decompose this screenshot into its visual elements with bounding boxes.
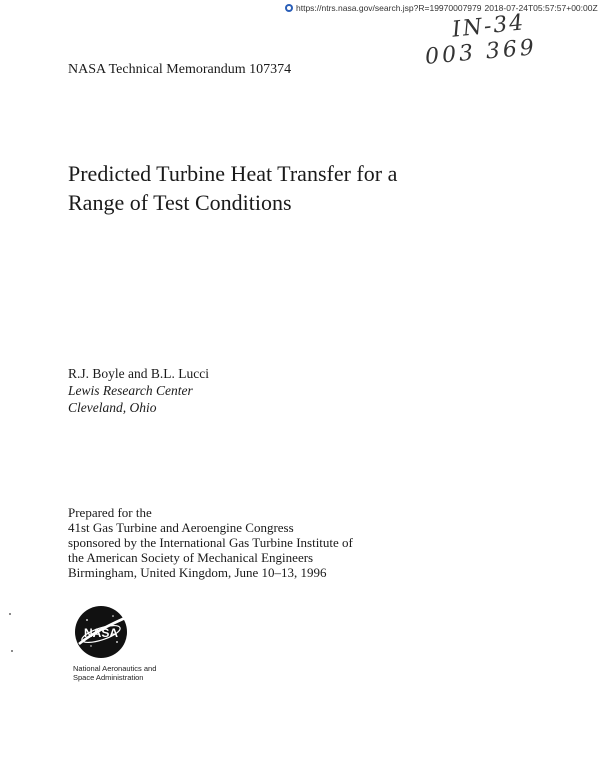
header-stamp <box>285 3 598 13</box>
title-line-1: Predicted Turbine Heat Transfer for a <box>68 161 398 186</box>
handwritten-category: IN-34 <box>450 10 527 43</box>
agency-line-2: Space Administration <box>73 673 144 682</box>
memo-number: NASA Technical Memorandum 107374 <box>68 62 292 77</box>
author-location: Cleveland, Ohio <box>68 400 157 415</box>
nasa-logo-text: NASA <box>83 626 119 640</box>
handwritten-number: 003 369 <box>424 35 538 70</box>
stamp-timestamp: 2018-07-24T05:57:57+00:00Z <box>484 3 598 13</box>
author-block <box>68 365 209 416</box>
author-center: Lewis Research Center <box>68 383 193 398</box>
ntrs-logo-icon <box>285 4 293 12</box>
prepared-line-5: Birmingham, United Kingdom, June 10–13, 1996 <box>68 565 327 580</box>
prepared-line-3: sponsored by the International Gas Turbine Institute of <box>68 535 353 550</box>
prepared-line-4: the American Society of Mechanical Engineers <box>68 550 314 565</box>
author-names: R.J. Boyle and B.L. Lucci <box>68 366 209 381</box>
nasa-logo-icon <box>73 604 129 660</box>
agency-name <box>73 664 156 682</box>
scan-speck <box>11 650 13 652</box>
stamp-url[interactable]: https://ntrs.nasa.gov/search.jsp?R=19970007979 <box>296 3 482 13</box>
prepared-line-1: Prepared for the <box>68 505 152 520</box>
prepared-for-block <box>68 505 353 580</box>
agency-line-1: National Aeronautics and <box>73 664 157 673</box>
prepared-line-2: 41st Gas Turbine and Aeroengine Congress <box>68 520 294 535</box>
scan-speck <box>9 613 11 615</box>
title-line-2: Range of Test Conditions <box>68 190 292 215</box>
document-title <box>68 159 488 217</box>
